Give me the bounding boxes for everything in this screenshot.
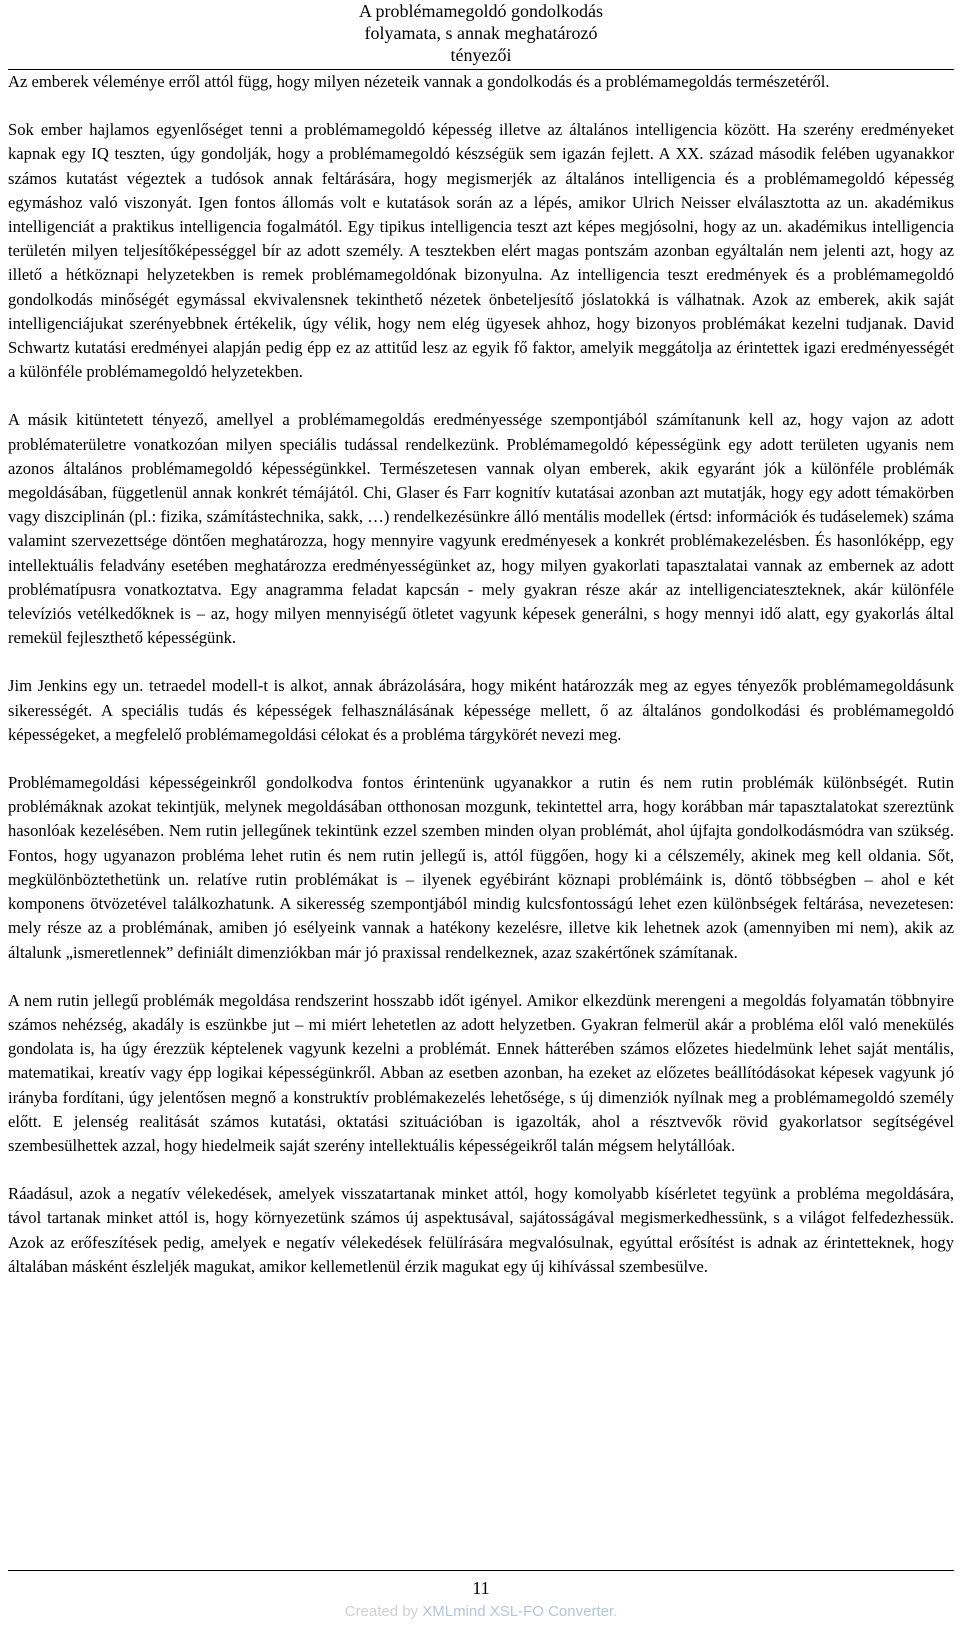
generator-prefix: Created by <box>344 1603 423 1620</box>
document-body <box>8 70 954 1279</box>
running-header <box>311 0 651 66</box>
paragraph-5: Problémamegoldási képességeinkről gondolkodva fontos érintenünk ugyanakkor a rutin és nem rutin problémák különbségét. Rutin problémáknak azokat tekintjük, melynek megoldásában otthonosan mozgunk, tekintettel arra, hogy korábban már tapasztalatokat szereztünk hasonlóak kezelésében. Nem rutin jellegűnek tekintünk ezzel szemben minden olyan problémát, ahol újfajta gondolkodásmódra van szükség. Fontos, hogy ugyanazon probléma lehet rutin és nem rutin jellegű is, attól függően, hogy ki a célszemély, akinek meg kell oldania. Sőt, megkülönböztethetünk un. relatíve rutin problémákat is – ilyenek egyébiránt köznapi problémáink is, döntő többségben – ahol e két komponens ötvözetével találkozhatunk. A sikeresség szempontjából mindig kulcsfontosságú lehet ezen különbségek feltárása, nevezetesen: mely része az a problémának, amiben jó esélyeink vannak a hatékony kezelésre, illetve kik lehetnek azok (amennyiben mi nem), akik az általunk „ismeretlennek” definiált dimenziókban már jó praxissal rendelkeznek, azaz szakértőnek számítanak. <box>8 773 954 962</box>
header-title-line-3: tényezői <box>450 45 512 65</box>
paragraph-1: Az emberek véleménye erről attól függ, hogy milyen nézeteik vannak a gondolkodás és a problémamegoldás természetéről. <box>8 72 830 91</box>
page-number: 11 <box>472 1578 490 1598</box>
paragraph-6: A nem rutin jellegű problémák megoldása rendszerint hosszabb időt igényel. Amikor elkezdünk merengeni a megoldás folyamatán többnyire számos nehézség, akadály is eszünkbe jut – mi miért lehetetlen az adott helyzetben. Gyakran felmerül akár a probléma elől való menekülés gondolata is, ha úgy érezzük képtelenek vagyunk kezelni a problémát. Ennek hátterében számos előzetes hiedelmünk lehet saját mentális, matematikai, kreatív vagy épp logikai képességünkről. Abban az esetben azonban, ha ezeket az előzetes beállítódásokat képesek vagyunk jó irányba fordítani, úgy jelentősen megnő a konstruktív problémakezelés lehetősége, s új dimenziók nyílnak meg a problémamegoldó személy előtt. E jelenség realitását számos kutatási, oktatási szituációban is igazolták, ahol a résztvevők rövid gyakorlatsor segítségével szembesülhettek azzal, hogy hiedelmeik saját szerény intellektuális képességeikről talán mégsem helytállóak. <box>8 990 954 1155</box>
generator-credit <box>8 1603 954 1620</box>
paragraph-7: Ráadásul, azok a negatív vélekedések, amelyek visszatartanak minket attól, hogy komolyabb kísérletet tegyünk a probléma megoldására, távol tartanak minket attól is, hogy környezetünk számos új aspektusával, sajátosságával megismerkedhessünk, s a világot felfedezhessük. Azok az erőfeszítések pedig, amelyek e negatív vélekedések felülírására megvalósulnak, egyúttal erősítést is adnak az érintetteknek, hogy általában másként észleljék magukat, amikor kellemetlenül érzik magukat egy új kihívással szembesülve. <box>8 1184 954 1276</box>
footer-divider <box>8 1570 954 1571</box>
header-title-line-1: A problémamegoldó gondolkodás <box>359 1 603 21</box>
paragraph-4: Jim Jenkins egy un. tetraedel modell-t is alkot, annak ábrázolására, hogy miként határozzák meg az egyes tényezők problémamegoldásunk sikerességét. A speciális tudás és képességek felhasználásának képessége mellett, ő az általános gondolkodási és problémamegoldó képességeket, a megfelelő problémamegoldási célokat és a probléma tárgykörét nevezi meg. <box>8 676 954 744</box>
generator-suffix: . <box>613 1603 618 1620</box>
paragraph-2: Sok ember hajlamos egyenlőséget tenni a problémamegoldó képesség illetve az általános intelligencia között. Ha szerény eredményeket kapnak egy IQ teszten, úgy gondolják, hogy a problémamegoldó készségük sem igazán fejlett. A XX. század második felében ugyanakkor számos kutatást végeztek a tudósok annak feltárására, hogy megismerjék az általános intelligencia és a problémamegoldó képesség egymáshoz való viszonyát. Igen fontos állomás volt e kutatások során az a lépés, amikor Ulrich Neisser elválasztotta az un. akadémikus intelligenciát a praktikus intelligencia fogalmától. Egy tipikus intelligencia teszt azt képes megjósolni, hogy az un. akadémikus intelligencia területén milyen teljesítőképességgel bír az adott személy. A tesztekben elért magas pontszám azonban egyáltalán nem jelenti azt, hogy az illető a hétköznapi helyzetekben is remek problémamegoldónak bizonyulna. Az intelligencia teszt eredmények és a problémamegoldó gondolkodás minőségét egymással ekvivalensnek tekinthető nézetek önbeteljesítő jóslatokká is válhatnak. Azok az emberek, akik saját intelligenciájukat szerényebbnek értékelik, úgy vélik, hogy nem elég ügyesek ahhoz, hogy bizonyos problémákat kezelni tudjanak. David Schwartz kutatási eredményei alapján pedig épp ez az attitűd lesz az egyik fő faktor, amelyik meggátolja az érintettek igazi eredményességét a különféle problémamegoldó helyzetekben. <box>8 120 954 382</box>
paragraph-3: A másik kitüntetett tényező, amellyel a problémamegoldás eredményessége szempontjából számítanunk kell az, hogy vajon az adott problématerületre vonatkozóan milyen speciális tudással rendelkezünk. Problémamegoldó képességünk egy adott területen ugyanis nem azonos általános problémamegoldó képességünkkel. Természetesen vannak olyan emberek, akik egyaránt jók a különféle problémák megoldásában, függetlenül annak konkrét témájától. Chi, Glaser és Farr kognitív kutatásai azonban azt mutatják, hogy egy adott témakörben vagy diszciplinán (pl.: fizika, számítástechnika, sakk, …) rendelkezésünkre álló mentális modellek (értsd: információk és tudáselemek) száma valamint szervezettsége döntően meghatározza, hogy mennyire vagyunk eredményesek a konkrét problémakezelésben. És hasonlóképp, egy intellektuális feladvány esetében meghatározza eredményességünket az, hogy milyen gyakorlati tapasztalatai vannak az embernek az adott problématípusra vonatkoztatva. Egy anagramma feladat kapcsán - mely gyakran része akár az intelligenciateszteknek, akár különféle televíziós vetélkedőknek is – az, hogy milyen mennyiségű ötletet vagyunk képesek generálni, s hogy mennyi idő alatt, egy gyakorlás által remekül fejleszthető képességünk. <box>8 410 954 648</box>
document-page <box>8 0 954 1625</box>
header-title-line-2: folyamata, s annak meghatározó <box>364 23 598 43</box>
generator-brand: XMLmind XSL-FO Converter <box>422 1603 614 1620</box>
